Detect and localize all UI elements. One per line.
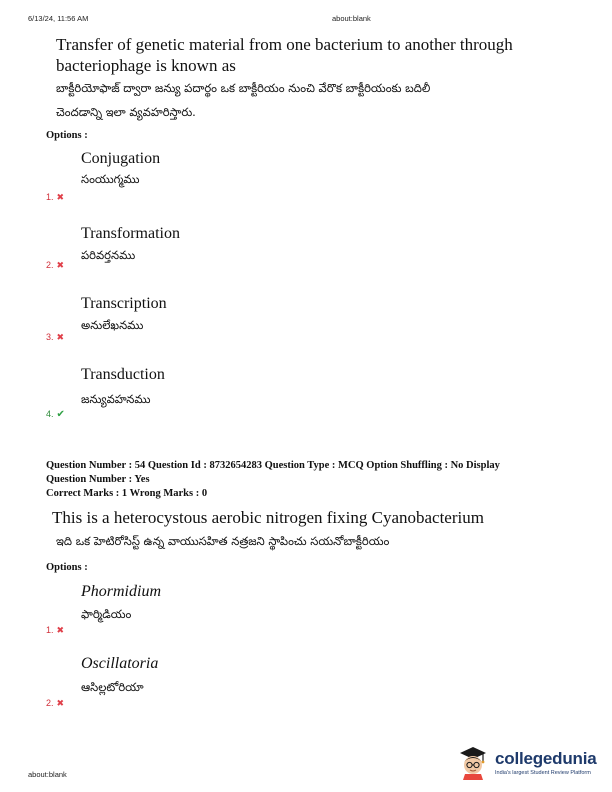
wrong-mark-icon: ✖ [56, 698, 65, 708]
q1-text-en-line2: bacteriophage is known as [56, 56, 236, 75]
wrong-mark-icon: ✖ [56, 625, 65, 635]
q1-option-4-number: 4. [46, 409, 54, 419]
wrong-mark-icon: ✖ [56, 332, 65, 342]
wrong-mark-icon: ✖ [56, 192, 65, 202]
brand-name: collegedunia [495, 748, 597, 768]
q2-option-2-en: Oscillatoria [81, 655, 159, 672]
q2-meta-line2: Question Number : Yes [46, 474, 150, 485]
graduate-mascot-icon [456, 744, 490, 780]
q1-option-1-number: 1. [46, 192, 54, 202]
brand-tagline: India's largest Student Review Platform [495, 769, 591, 776]
q2-meta-line3: Correct Marks : 1 Wrong Marks : 0 [46, 488, 208, 499]
print-url-header: about:blank [332, 14, 371, 23]
q1-option-1-marker [46, 192, 64, 203]
q2-option-1-marker [46, 625, 64, 636]
q1-options-label: Options : [46, 130, 88, 141]
print-timestamp: 6/13/24, 11:56 AM [28, 14, 89, 23]
q1-text-te-line2: చెందడాన్ని ఇలా వ్యవహరిస్తారు. [56, 105, 196, 119]
q1-option-3-number: 3. [46, 332, 54, 342]
q1-option-4-marker [46, 409, 65, 420]
q2-option-1-en: Phormidium [81, 583, 161, 600]
q1-option-3-te: అనులేఖనము [81, 318, 144, 332]
q1-option-2-en: Transformation [81, 225, 180, 242]
q1-option-4-te: జన్యువహనము [81, 392, 151, 406]
q2-option-2-marker [46, 698, 64, 709]
q2-option-1-te: ఫార్మిడియం [81, 607, 132, 621]
q1-option-2-marker [46, 260, 64, 271]
q1-text-te-line1: బాక్టీరియోఫాజ్ ద్వారా జన్యు పదార్థం ఒక బాక్టీరియం నుంచి వేరొక బాక్టీరియంకు బదిలీ [56, 81, 431, 95]
checkmark-icon: ✔ [56, 409, 65, 420]
wrong-mark-icon: ✖ [56, 260, 65, 270]
q1-option-3-marker [46, 332, 64, 343]
q2-option-2-te: ఆసిల్లటోరియా [81, 680, 144, 694]
q1-option-4-en: Transduction [81, 366, 165, 383]
q2-option-2-number: 2. [46, 698, 54, 708]
q1-option-2-number: 2. [46, 260, 54, 270]
q2-text-te: ఇది ఒక హెటిరోసిస్ట్ ఉన్న వాయుసహిత నత్రజని స్థాపించు సయనోబాక్టీరియం [56, 534, 390, 548]
q1-text-en-line1: Transfer of genetic material from one bacterium to another through [56, 35, 513, 54]
q1-option-2-te: పరివర్తనము [81, 248, 136, 262]
print-url-footer: about:blank [28, 770, 67, 779]
q2-text-en: This is a heterocystous aerobic nitrogen fixing Cyanobacterium [52, 508, 484, 527]
q2-meta-line1: Question Number : 54 Question Id : 8732654283 Question Type : MCQ Option Shuffling : No Display [46, 460, 500, 471]
q2-options-label: Options : [46, 562, 88, 573]
q1-option-1-te: సంయుగ్మము [81, 172, 140, 186]
collegedunia-logo [456, 744, 597, 780]
q2-option-1-number: 1. [46, 625, 54, 635]
q1-option-1-en: Conjugation [81, 150, 161, 167]
q1-option-3-en: Transcription [81, 295, 167, 312]
